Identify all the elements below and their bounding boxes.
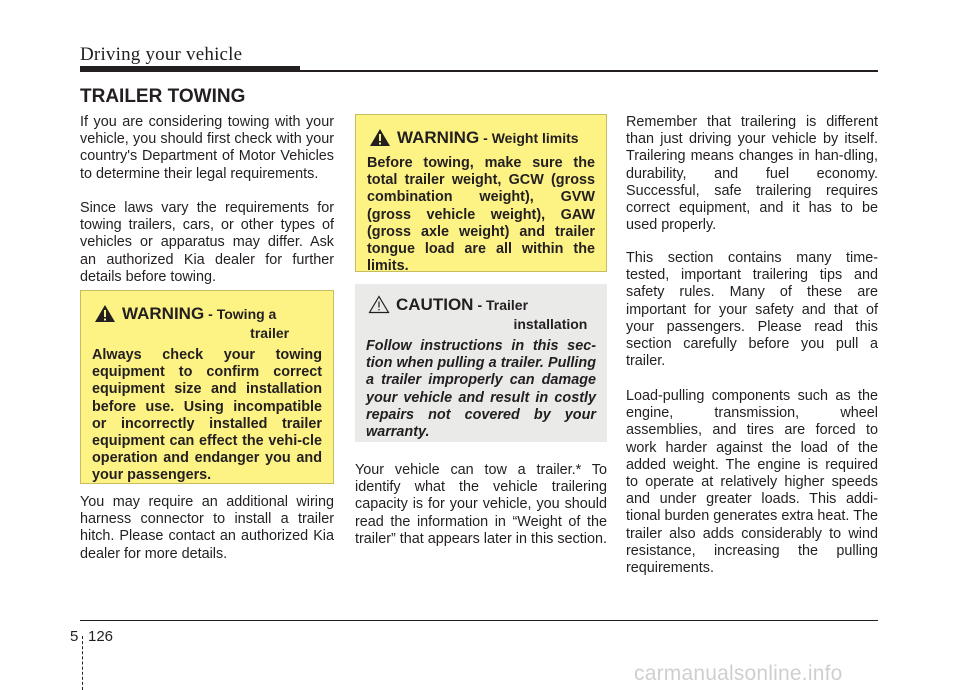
- header-bar: [80, 66, 300, 72]
- watermark: carmanualsonline.info: [634, 662, 843, 685]
- warning-subtitle-line1: - Towing a: [208, 306, 277, 322]
- warning-box-towing: [80, 290, 334, 484]
- caution-word: CAUTION: [396, 295, 474, 314]
- warning-subtitle: [204, 305, 289, 343]
- warning-body: Before towing, make sure the total trailer weight, GCW (gross combination weight), GVW (gross vehicle weight), GAW (gross axle weight) and trailer tongue load are all within the limits.: [367, 155, 595, 275]
- col3-paragraph-1: Remember that trailering is different than just driving your vehicle by itself. Trailering means changes in han-dling, durability, and fuel economy. Successful, safe trailering requires correct equipment, and it has to be used properly.: [626, 114, 878, 234]
- caution-body: Follow instructions in this sec-tion when pulling a trailer. Pulling a trailer improperly can damage your vehicle and result in costly repairs not covered by your warranty.: [366, 338, 596, 441]
- footer-divider: [82, 636, 84, 690]
- warning-word: WARNING: [122, 304, 205, 323]
- warning-subtitle-line2: trailer: [250, 325, 290, 341]
- running-header: Driving your vehicle: [80, 44, 243, 65]
- page-number: 126: [88, 628, 114, 645]
- chapter-number: 5: [70, 628, 79, 645]
- col3-paragraph-3: Load-pulling components such as the engine, transmission, wheel assemblies, and tires are forced to work harder against the load of the added weight. The engine is required to operate at relatively higher speeds and under greater loads. This addi-tional burden generates extra heat. The trailer also adds considerably to wind resistance, increasing the pulling requirements.: [626, 388, 878, 577]
- col1-paragraph-1: If you are considering towing with your vehicle, you should first check with your country's Department of Motor Vehicles to determine their legal requirements.: [80, 114, 334, 182]
- warning-box-weight-limits: [355, 114, 607, 275]
- warning-body: Always check your towing equipment to confirm correct equipment size and installation before use. Using incompatible or incorrectly installed trailer equipment can effect the vehi-cle operation and endanger you and your passengers.: [92, 347, 322, 484]
- caution-subtitle-line1: - Trailer: [477, 297, 529, 313]
- warning-triangle-icon: [94, 304, 116, 323]
- caution-subtitle: [473, 296, 587, 334]
- section-title: TRAILER TOWING: [80, 86, 246, 107]
- caution-subtitle-line2: installation: [513, 316, 588, 332]
- warning-heading: [369, 129, 595, 147]
- header-rule: [300, 70, 878, 72]
- caution-heading: [368, 296, 596, 334]
- col2-paragraph-1: Your vehicle can tow a trailer.* To identify what the vehicle trailering capacity is for your vehicle, you should read the information in “Weight of the trailer” that appears later in this section.: [355, 462, 607, 547]
- warning-heading: [94, 305, 322, 343]
- footer-rule: [80, 620, 878, 621]
- caution-box-trailer-installation: [355, 284, 607, 442]
- caution-triangle-icon: [368, 295, 390, 314]
- col3-paragraph-2: This section contains many time-tested, important trailering tips and safety rules. Many of these are important for your safety and that of your passengers. Please read this section carefully before you pull a trailer.: [626, 250, 878, 370]
- col1-paragraph-2: Since laws vary the requirements for towing trailers, cars, or other types of vehicles or apparatus may differ. Ask an authorized Kia dealer for further details before towing.: [80, 200, 334, 285]
- col1-paragraph-3: You may require an additional wiring harness connector to install a trailer hitch. Please contact an authorized Kia dealer for more details.: [80, 494, 334, 562]
- warning-word: WARNING: [397, 128, 480, 147]
- warning-triangle-icon: [369, 128, 391, 147]
- warning-subtitle: - Weight limits: [483, 130, 579, 146]
